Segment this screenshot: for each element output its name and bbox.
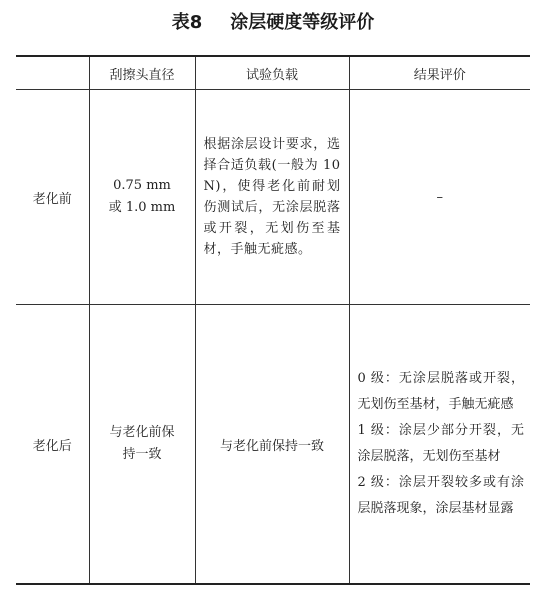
cell-test-load: 根据涂层设计要求，选择合适负载(一般为 10 N)，使得老化前耐划伤测试后，无涂层脱落或开裂，无划伤至基材，手触无疵感。 xyxy=(195,90,349,305)
cell-result xyxy=(349,305,530,585)
cell-tip-diameter xyxy=(89,305,195,585)
table-row xyxy=(16,305,530,585)
cell-result: – xyxy=(349,90,530,305)
table-header-row xyxy=(16,56,530,90)
header-test-load: 试验负载 xyxy=(195,56,349,90)
result-level-1: 1 级：涂层少部分开裂，无涂层脱落，无划伤至基材 xyxy=(357,423,524,464)
tip-diameter-line: 或 1.0 mm xyxy=(108,200,176,215)
table-number: 表8 xyxy=(171,12,203,33)
cell-tip-diameter xyxy=(89,90,195,305)
result-level-2: 2 级：涂层开裂较多或有涂层脱落现象，涂层基材显露 xyxy=(357,475,524,516)
cell-condition: 老化前 xyxy=(16,90,89,305)
cell-test-load: 与老化前保持一致 xyxy=(195,305,349,585)
result-level-0: 0 级：无涂层脱落或开裂，无划伤至基材，手触无疵感 xyxy=(357,371,524,412)
cell-condition: 老化后 xyxy=(16,305,89,585)
tip-diameter-line: 0.75 mm xyxy=(113,178,171,193)
tip-diameter-line: 与老化前保 xyxy=(109,425,175,440)
hardness-grade-table xyxy=(16,55,530,585)
table-caption xyxy=(0,8,546,38)
tip-diameter-line: 持一致 xyxy=(122,447,162,462)
table-title: 涂层硬度等级评价 xyxy=(230,12,375,33)
header-result: 结果评价 xyxy=(349,56,530,90)
header-condition xyxy=(16,56,89,90)
header-tip-diameter: 刮擦头直径 xyxy=(89,56,195,90)
table-row xyxy=(16,90,530,305)
